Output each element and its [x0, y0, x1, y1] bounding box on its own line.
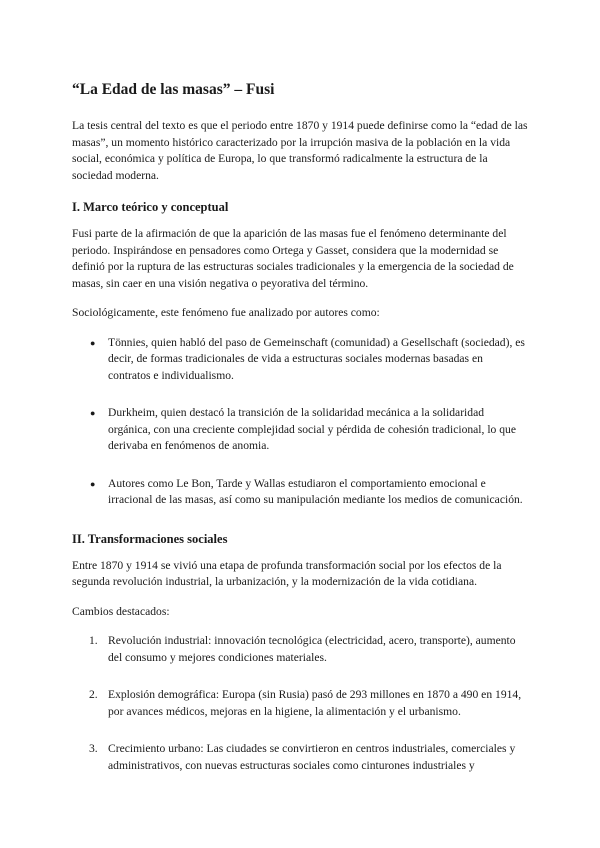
list-item-text: Explosión demográfica: Europa (sin Rusia) pasó de 293 millones en 1870 a 490 en 1914, por avances médicos, mejoras en la higiene, la alimentación y el urbanismo. — [108, 688, 522, 718]
bullet-list — [72, 335, 528, 509]
numbered-list — [72, 633, 528, 774]
section-paragraph: Entre 1870 y 1914 se vivió una etapa de profunda transformación social por los efectos de la segunda revolución industrial, la urbanización, y la modernización de la vida cotidiana. — [72, 558, 502, 588]
bullet-icon: ● — [90, 408, 96, 418]
list-item-text: Durkheim, quien destacó la transición de la solidaridad mecánica a la solidaridad orgánica, con una creciente complejidad social y pérdida de cohesión tradicional, lo que derivaba en fenómenos de anomia. — [108, 406, 516, 452]
section-paragraph: Fusi parte de la afirmación de que la aparición de las masas fue el fenómeno determinante del periodo. Inspirándose en pensadores como Ortega y Gasset, considera que la modernidad se definió por la ruptura de las estructuras sociales tradicionales y la emergencia de la sociedad de masas, sin caer en una visión negativa o peyorativa del término. — [72, 227, 514, 290]
list-item — [72, 476, 528, 509]
list-item — [72, 741, 528, 774]
list-number: 2. — [89, 688, 98, 701]
bullet-icon: ● — [90, 478, 96, 489]
list-item — [72, 687, 528, 720]
section-heading: II. Transformaciones sociales — [72, 531, 228, 546]
list-item-text: Autores como Le Bon, Tarde y Wallas estudiaron el comportamiento emocional e irracional de las masas, así como su manipulación mediante los medios de comunicación. — [108, 476, 523, 506]
list-number: 3. — [89, 742, 98, 755]
section-heading: I. Marco teórico y conceptual — [72, 200, 229, 214]
list-item-text: Revolución industrial: innovación tecnológica (electricidad, acero, transporte), aumento del consumo y mejores condiciones materiales. — [108, 634, 516, 664]
intro-paragraph: La tesis central del texto es que el periodo entre 1870 y 1914 puede definirse como la “edad de las masas”, un momento histórico caracterizado por la irrupción masiva de la población en la vida social, económica y política de Europa, lo que transformó radicalmente la estructura de la sociedad moderna. — [72, 119, 528, 182]
list-item-text: Tönnies, quien habló del paso de Gemeinschaft (comunidad) a Gesellschaft (sociedad), es decir, de formas tradicionales de vida a estructuras sociales modernas basadas en contratos e individualismo. — [108, 335, 525, 382]
section-transformaciones — [72, 530, 528, 775]
list-item — [72, 405, 528, 455]
list-item — [72, 335, 528, 385]
list-item-text: Crecimiento urbano: Las ciudades se convirtieron en centros industriales, comerciales y administrativos, con nuevas estructuras sociales como cinturones industriales y — [108, 742, 516, 772]
bullet-icon: ● — [90, 337, 96, 348]
list-number: 1. — [89, 634, 98, 647]
section-marco-teorico — [72, 198, 528, 509]
document-title: “La Edad de las masas” – Fusi — [72, 81, 275, 98]
list-item — [72, 633, 528, 666]
section-lead: Cambios destacados: — [72, 604, 170, 618]
section-lead: Sociológicamente, este fenómeno fue analizado por autores como: — [72, 306, 380, 319]
